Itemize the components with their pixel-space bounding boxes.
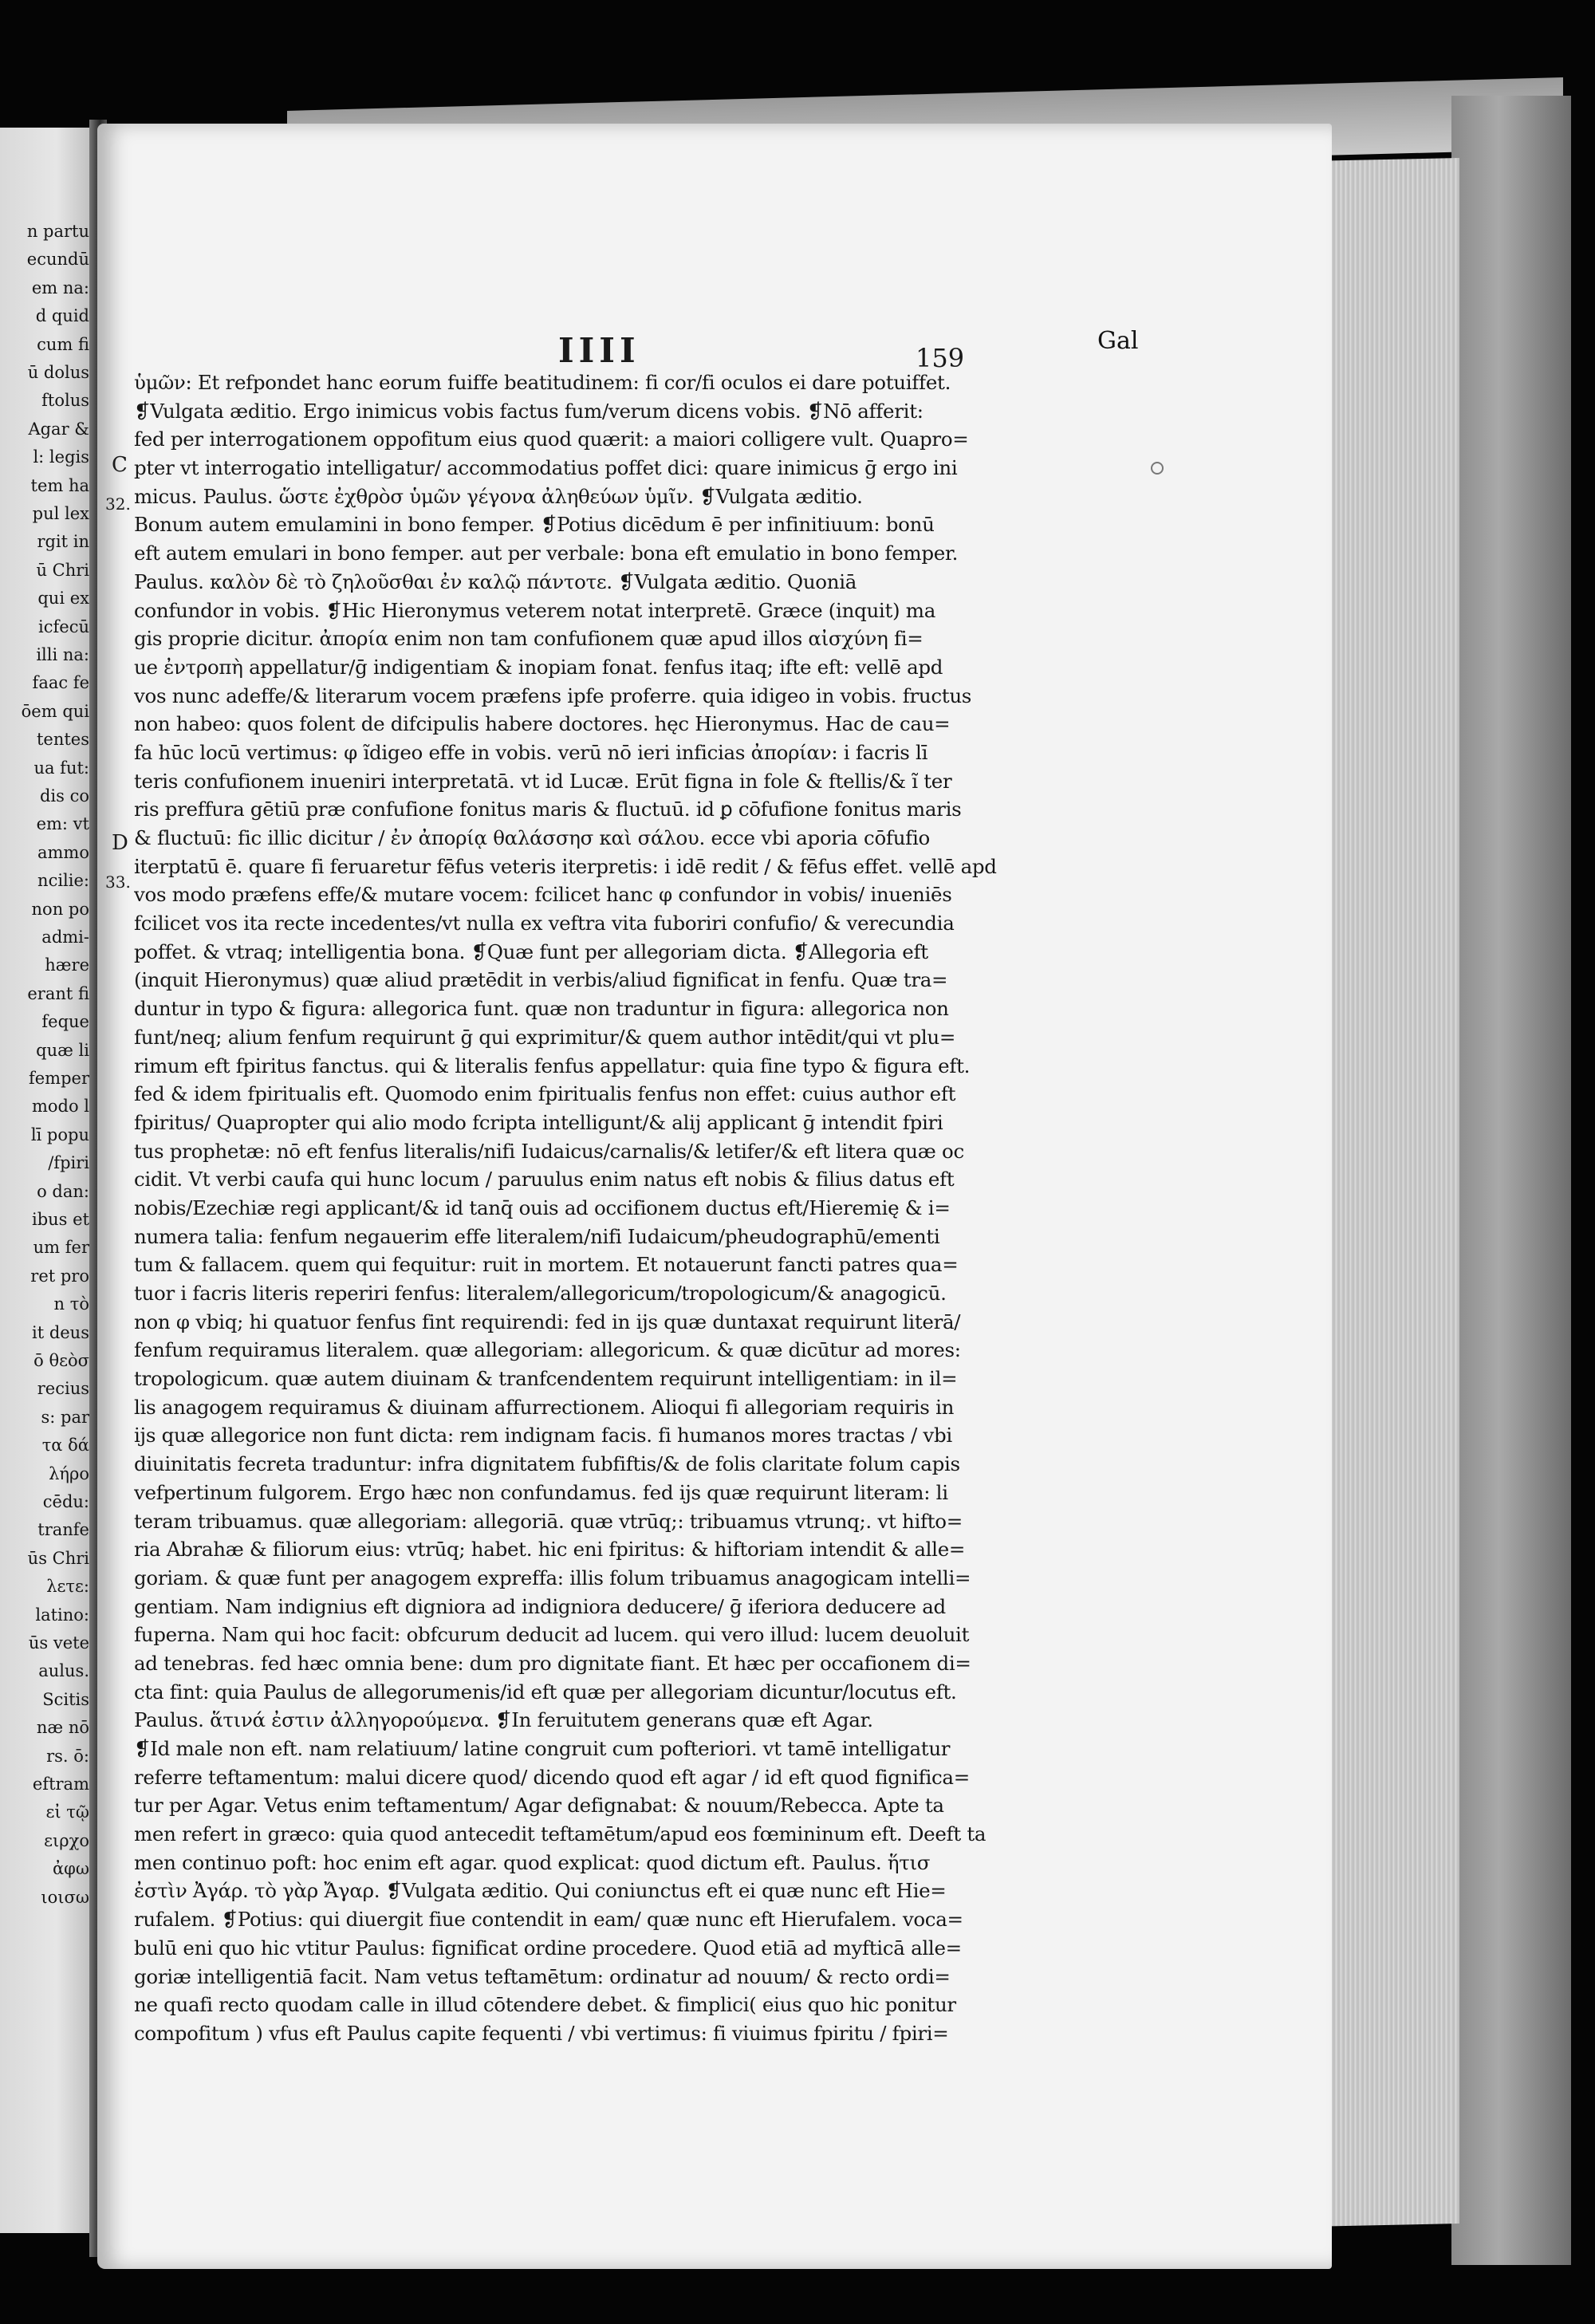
left-page-fragment: ibus et: [31, 1210, 89, 1229]
text-line: ἐστὶν Ἀγάρ. τὸ γὰρ Ἄγαρ. ❡Vulgata æditio. Qui coniunctus eft ei quæ nunc eft Hie=: [134, 1879, 947, 1903]
margin-letter-d: D: [112, 831, 128, 855]
margin-number-33: 33.: [105, 872, 131, 892]
text-line: goriæ intelligentiā facit. Nam vetus teftamētum: ordinatur ad nouum/ & recto ordi=: [134, 1964, 951, 1988]
text-line: micus. Paulus. ὥστε ἐχθρὸσ ὑμῶν γέγονα ἀληθεύων ὑμῖν. ❡Vulgata æditio.: [134, 484, 863, 508]
text-line: cta fint: quia Paulus de allegorumenis/id eft quæ per allegoriam dicuntur/locutus eft.: [134, 1680, 957, 1704]
left-page-fragment: n partu: [26, 222, 89, 241]
paper-blemish: [1151, 462, 1164, 475]
margin-letter-c: C: [112, 453, 128, 477]
left-page-fragment: tentes: [36, 730, 89, 749]
text-line: poffet. & vtraq; intelligentia bona. ❡Quæ funt per allegoriam dicta. ❡Allegoria eft: [134, 939, 928, 963]
left-page-fragment: it deus: [31, 1323, 89, 1342]
text-line: confundor in vobis. ❡Hic Hieronymus veterem notat interpretē. Græce (inquit) ma: [134, 598, 936, 622]
text-line: fuperna. Nam qui hoc facit: obfcurum deducit ad lucem. qui vero illud: lucem deuoluit: [134, 1623, 970, 1647]
text-line: non φ vbiq; hi quatuor fenfus fint requirendi: fed in ijs quæ duntaxat requirunt literā/: [134, 1310, 961, 1333]
text-line: ad tenebras. fed hæc omnia bene: dum pro dignitate fiant. Et hæc per occafionem di=: [134, 1651, 971, 1675]
text-line: lis anagogem requiramus & diuinam affurrectionem. Alioqui fi allegoriam requiris in: [134, 1395, 955, 1419]
text-line: bulū eni quo hic vtitur Paulus: fignificat ordine procedere. Quod etiā ad myfticā alle=: [134, 1936, 962, 1960]
left-page-fragment: rs. ō:: [46, 1747, 89, 1766]
left-page-fragment: ftolus: [41, 391, 89, 410]
left-page-fragment: næ nō: [36, 1718, 89, 1737]
left-page-fragment: faac fe: [32, 673, 89, 692]
text-line: fpiritus/ Quapropter qui alio modo fcripta intelligunt/& alij applicant ḡ intendit fpiri: [134, 1110, 943, 1134]
text-line: pter vt interrogatio intelligatur/ accommodatius poffet dici: quare inimicus ḡ ergo ini: [134, 456, 958, 480]
left-page-fragment: em: vt: [36, 814, 89, 833]
left-page-fragment: Scitis: [42, 1690, 89, 1709]
text-line: referre teftamentum: malui dicere quod/ dicendo quod eft agar / id eft quod fignifica=: [134, 1765, 970, 1789]
left-page-fragment: quæ li: [36, 1041, 89, 1060]
text-line: iterptatū ē. quare fi feruaretur fēfus veteris iterpretis: i idē redit / & fēfus effet. vellē apd: [134, 854, 997, 878]
text-line: ue ἐντροπὴ appellatur/ḡ indigentiam & inopiam fonat. fenfus itaq; ifte eft: vellē apd: [134, 655, 943, 679]
left-page-fragment: icfecū: [38, 617, 89, 636]
left-page-fragment: o dan:: [37, 1182, 89, 1201]
left-page: [0, 128, 94, 2233]
left-page-fragment: ō θεὸσ: [33, 1351, 89, 1370]
left-page-fragment: τα δά: [41, 1436, 89, 1455]
text-line: tuor i facris literis reperiri fenfus: literalem/allegoricum/tropologicum/& anagogicū.: [134, 1282, 947, 1305]
left-page-fragment: d quid: [35, 306, 89, 325]
text-line: vefpertinum fulgorem. Ergo hæc non confundamus. fed ijs quæ requirunt literam: li: [134, 1480, 948, 1504]
left-page-fragment: l: legis: [33, 447, 89, 467]
left-page-fragment: dis co: [39, 786, 89, 806]
text-line: fed per interrogationem oppofitum eius quod quærit: a maiori colligere vult. Quapro=: [134, 427, 969, 451]
book-label: Gal: [1097, 327, 1139, 355]
left-page-fragment: Agar &: [28, 420, 89, 439]
text-line: ❡Vulgata æditio. Ergo inimicus vobis factus fum/verum dicens vobis. ❡Nō afferit:: [134, 399, 924, 423]
left-page-fragment: ncilie:: [37, 871, 89, 890]
text-line: rufalem. ❡Potius: qui diuergit fiue contendit in eam/ quæ nunc eft Hierufalem. voca=: [134, 1908, 963, 1932]
left-page-fragment: ua fut:: [33, 758, 89, 778]
text-line: Paulus. καλὸν δὲ τὸ ζηλοῦσθαι ἐν καλῷ πάντοτε. ❡Vulgata æditio. Quoniā: [134, 569, 857, 593]
text-line: cidit. Vt verbi caufa qui hunc locum / paruulus enim natus eft nobis & filius datus eft: [134, 1168, 955, 1192]
left-page-fragment: cēdu:: [42, 1492, 89, 1511]
left-page-fragment: s: par: [41, 1408, 89, 1427]
commentary-text-block: [134, 368, 1027, 2048]
left-page-fragment: femper: [28, 1069, 89, 1088]
left-page-fragment: ιοισω: [41, 1888, 89, 1907]
left-page-fragment: ret pro: [30, 1266, 89, 1286]
text-line: fcilicet vos ita recte incedentes/vt nulla ex veftra vita fuboriri confufio/ & verecundia: [134, 912, 955, 936]
left-page-fragment: λήρο: [49, 1464, 89, 1483]
text-line: eft autem emulari in bono femper. aut per verbale: bona eft emulatio in bono femper.: [134, 542, 959, 565]
left-page-fragment: λετε:: [46, 1577, 89, 1596]
left-page-fragment: um fer: [33, 1238, 89, 1257]
text-line: rimum eft fpiritus fanctus. qui & literalis fenfus appellatur: quia fine typo & figura eft.: [134, 1054, 971, 1077]
left-page-fragment: n τὸ: [53, 1294, 89, 1314]
text-line: goriam. & quæ funt per anagogem expreffa: illis folum tribuamus anagogicam intelli=: [134, 1566, 971, 1589]
text-line: tur per Agar. Vetus enim teftamentum/ Agar defignabat: & nouum/Rebecca. Apte ta: [134, 1794, 944, 1818]
left-page-fragment: aulus.: [38, 1661, 89, 1680]
text-line: ❡Id male non eft. nam relatiuum/ latine congruit cum pofteriori. vt tamē intelligatur: [134, 1737, 951, 1760]
left-page-fragment: ammo: [37, 843, 89, 862]
page-number: 159: [916, 343, 965, 373]
running-head: IIII: [558, 331, 640, 370]
text-line: compofitum ) vfus eft Paulus capite fequenti / vbi vertimus: fi viuimus fpiritu / fpiri=: [134, 2021, 949, 2045]
left-page-fragment: non po: [31, 900, 89, 919]
margin-number-32: 32.: [105, 494, 131, 514]
left-page-fragment: pul lex: [32, 504, 89, 523]
text-line: ὑμῶν: Et refpondet hanc eorum fuiffe beatitudinem: fi cor/fi oculos ei dare potuiffet.: [134, 371, 951, 394]
text-line: ne quafi recto quodam calle in illud cōtendere debet. & fimplici( eius quo hic ponitur: [134, 1993, 956, 2017]
left-page-fragment: ū Chri: [36, 561, 89, 580]
text-line: gis proprie dicitur. ἀπορία enim non tam confufionem quæ apud illos αἰσχύνη fi=: [134, 627, 924, 651]
left-page-fragment: eftram: [32, 1775, 89, 1794]
left-page-fragment: ūs Chri: [27, 1549, 89, 1568]
left-page-fragment: ūs vete: [28, 1633, 89, 1652]
text-line: diuinitatis fecreta traduntur: infra dignitatem fubfiftis/& de folis claritate folum capis: [134, 1452, 960, 1476]
text-line: fed & idem fpiritualis eft. Quomodo enim fpiritualis fenfus non effet: cuius author eft: [134, 1082, 956, 1106]
text-line: teris confufionem inueniri interpretatā. vt id Lucæ. Erūt figna in fole & ftellis/& ĩ ter: [134, 769, 952, 793]
left-page-fragment: em na:: [31, 278, 89, 297]
text-line: vos modo præfens effe/& mutare vocem: fcilicet hanc φ confundor in vobis/ inueniēs: [134, 883, 952, 907]
text-line: ijs quæ allegorice non funt dicta: rem indignam facis. fi humanos mores tractas / vbi: [134, 1424, 952, 1448]
text-line: teram tribuamus. quæ allegoriam: allegoriā. quæ vtrūq;: tribuamus vtrunq;. vt hifto=: [134, 1509, 963, 1533]
left-page-fragment: latino:: [35, 1605, 89, 1625]
text-line: tus prophetæ: nō eft fenfus literalis/nifi Iudaicus/carnalis/& letifer/& eft litera quæ oc: [134, 1139, 964, 1163]
left-page-fragment: feque: [41, 1012, 89, 1031]
left-page-fragment: εἰ τῷ: [45, 1802, 89, 1822]
left-page-fragment: admi-: [41, 928, 89, 947]
back-cover-edge: [1451, 96, 1571, 2265]
text-line: fenfum requiramus literalem. quæ allegoriam: allegoricum. & quæ dicūtur ad mores:: [134, 1338, 961, 1362]
text-line: funt/neq; alium fenfum requirunt ḡ qui exprimitur/& quem author intēdit/qui vt plu=: [134, 1025, 956, 1049]
text-line: vos nunc adeffe/& literarum vocem præfens ipfe proferre. quia idigeo in vobis. fructus: [134, 683, 972, 707]
text-line: (inquit Hieronymus) quæ aliud prætēdit in verbis/aliud fignificat in fenfu. Quæ tra=: [134, 968, 948, 992]
left-page-fragment: tranfe: [37, 1520, 89, 1539]
text-line: tum & fallacem. quem qui fequitur: ruit in mortem. Et notauerunt fancti patres qua=: [134, 1253, 959, 1277]
left-page-fragment: ū dolus: [27, 363, 89, 382]
left-page-fragment: ἀφω: [52, 1859, 89, 1878]
left-page-fragment: erant fi: [27, 984, 89, 1003]
left-page-fragment: cum fi: [37, 335, 89, 354]
text-line: numera talia: fenfum negauerim effe literalem/nifi Iudaicum/pheudographū/ementi: [134, 1224, 940, 1248]
text-line: Paulus. ἅτινά ἐστιν ἀλληγορούμενα. ❡In feruitutem generans quæ eft Agar.: [134, 1708, 873, 1732]
text-line: ria Abrahæ & filiorum eius: vtrūq; habet. hic eni fpiritus: & hiftoriam intendit & alle=: [134, 1538, 966, 1562]
text-line: non habeo: quos folent de difcipulis habere doctores. hęc Hieronymus. Hac de cau=: [134, 712, 951, 736]
text-line: Bonum autem emulamini in bono femper. ❡Potius dicēdum ē per infinitiuum: bonū: [134, 513, 935, 537]
left-page-fragment: modo l: [31, 1097, 89, 1116]
text-line: duntur in typo & figura: allegorica funt. quæ non traduntur in figura: allegorica non: [134, 997, 949, 1021]
left-page-fragment: qui ex: [37, 589, 89, 608]
text-line: men continuo poft: hoc enim eft agar. quod explicat: quod dictum eft. Paulus. ἥτισ: [134, 1850, 931, 1874]
left-page-fragment: ειρχο: [44, 1831, 89, 1850]
left-page-fragment: illi na:: [36, 645, 89, 664]
left-page-fragment: /fpiri: [48, 1153, 89, 1172]
text-line: nobis/Ezechiæ regi applicant/& id tanq̄ ouis ad occifionem ductus eft/Hieremię & i=: [134, 1195, 951, 1219]
text-line: & fluctuū: fic illic dicitur / ἐν ἀπορίᾳ θαλάσσησ καὶ σάλου. ecce vbi aporia cōfufio: [134, 826, 930, 849]
text-line: ris preffura gētiū præ confufione fonitus maris & fluctuū. id ꝑ cōfufione fonitus maris: [134, 798, 962, 821]
left-page-fragment: rgit in: [37, 532, 89, 551]
left-page-fragment: tem ha: [30, 476, 89, 495]
text-line: tropologicum. quæ autem diuinam & tranfcendentem requirunt intelligentiam: in il=: [134, 1367, 958, 1391]
left-page-fragment: lī popu: [30, 1125, 89, 1144]
left-page-fragment: hære: [45, 955, 89, 975]
left-page-fragment: recius: [37, 1379, 89, 1398]
text-line: gentiam. Nam indignius eft digniora ad indigniora deducere/ ḡ iferiora deducere ad: [134, 1594, 946, 1618]
left-page-fragment: ecundū: [26, 250, 89, 269]
left-page-fragment: ōem qui: [21, 702, 89, 721]
text-line: fa hūc locū vertimus: φ ĩdigeo effe in vobis. verū nō ieri inficias ἀπορίαν: i facris lī: [134, 740, 928, 764]
text-line: men refert in græco: quia quod antecedit teftamētum/apud eos fœmininum eft. Deeft ta: [134, 1822, 987, 1846]
